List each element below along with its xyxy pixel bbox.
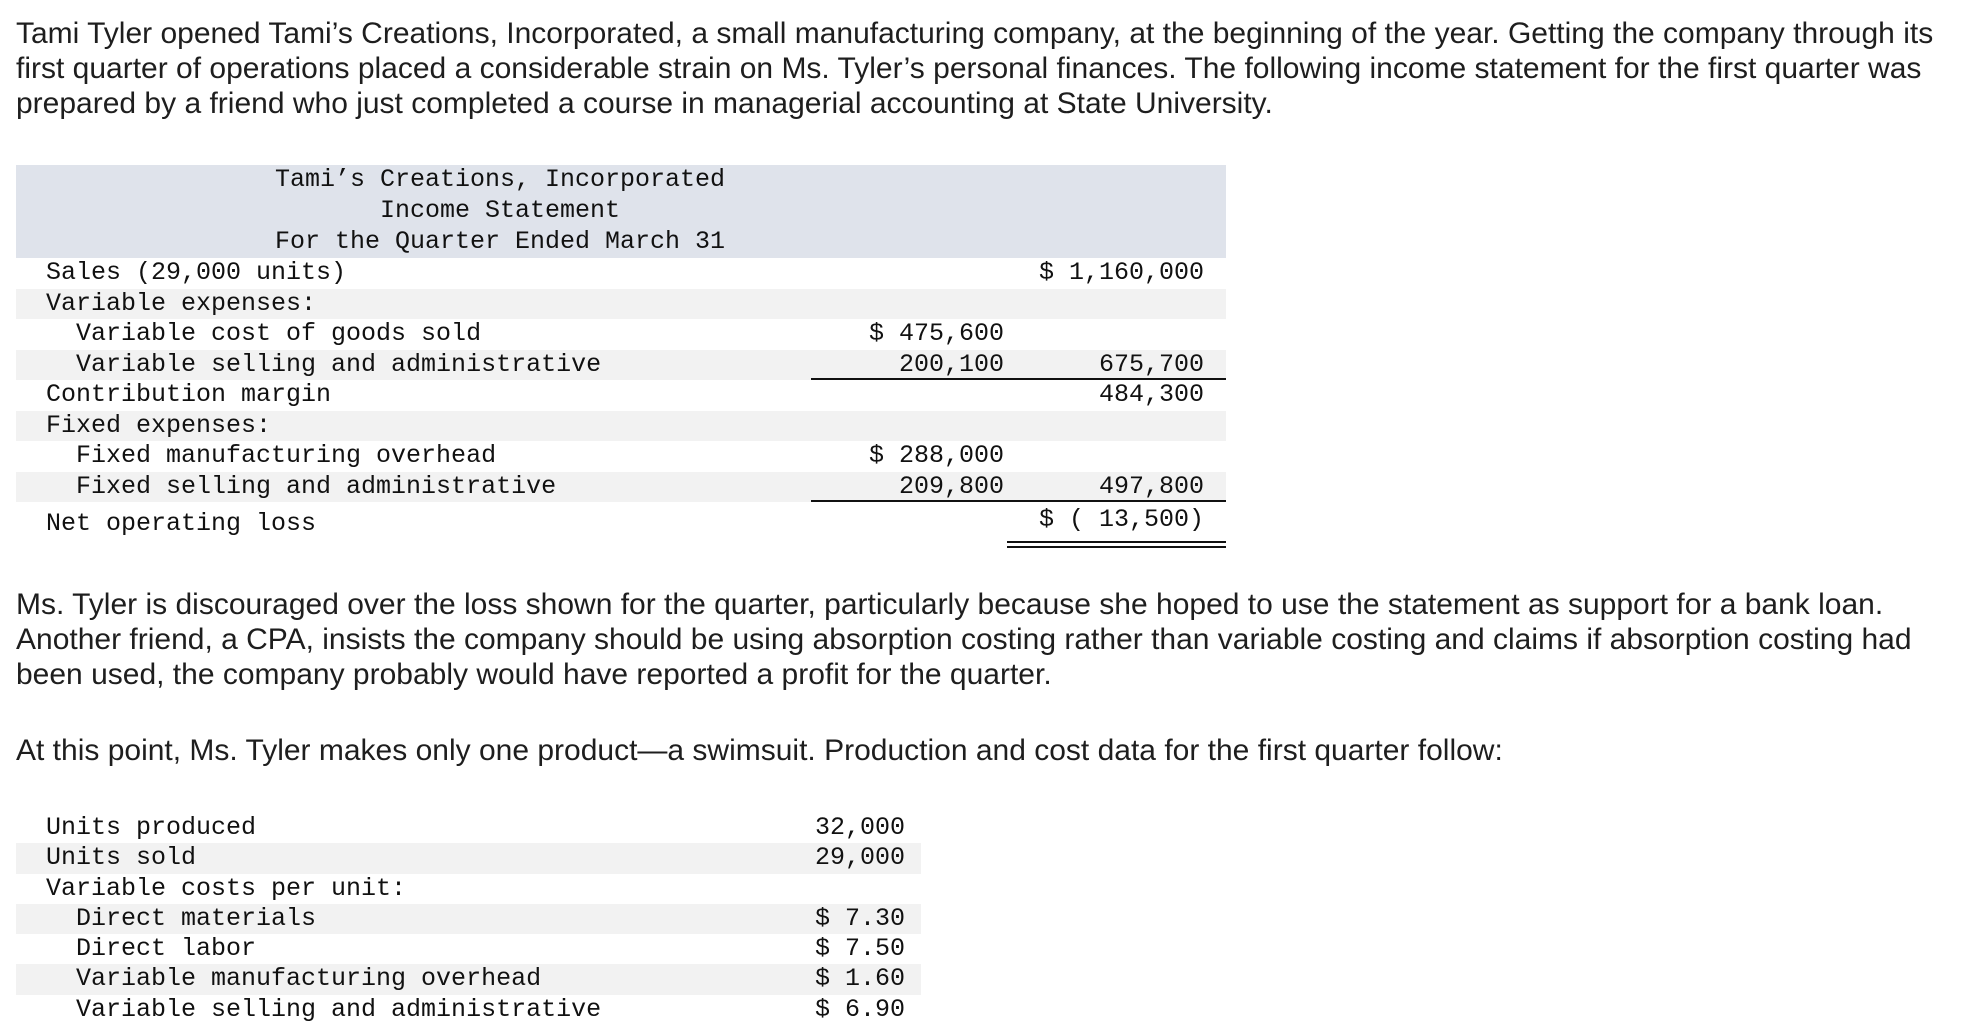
row-label: Net operating loss <box>46 509 317 538</box>
row-total: 675,700 <box>1098 349 1204 379</box>
row-label: Direct labor <box>76 934 257 964</box>
row-label: Variable expenses: <box>46 288 317 318</box>
production-row <box>16 904 921 934</box>
statement-period: For the Quarter Ended March 31 <box>274 227 726 256</box>
row-label: Units produced <box>46 813 257 842</box>
row-label: Sales (29,000 units) <box>46 258 347 287</box>
statement-row-variable-cogs <box>16 319 1226 350</box>
row-label: Fixed selling and administrative <box>76 471 557 501</box>
production-row <box>16 964 921 994</box>
row-total: $ ( 13,500) <box>1038 505 1204 534</box>
row-total: 497,800 <box>1098 471 1204 501</box>
intro-paragraph: Tami Tyler opened Tami’s Creations, Incorporated, a small manufacturing company, at the beginning of the year. Getting the company through its first quarter of operations placed a considerable strain on Ms. Tyler’s personal finances. The following income statement for the first quarter was prepared by a friend who just completed a course in managerial accounting at State University. <box>16 17 1934 120</box>
statement-row-contribution-margin <box>16 380 1226 411</box>
row-total: 484,300 <box>1098 380 1204 409</box>
row-total: $ 1,160,000 <box>1038 258 1204 287</box>
statement-row-fixed-sga <box>16 472 1226 503</box>
product-paragraph: At this point, Ms. Tyler makes only one product—a swimsuit. Production and cost data for the first quarter follow: <box>16 734 1503 767</box>
row-amount: 200,100 <box>898 349 1004 379</box>
row-label: Fixed expenses: <box>46 410 272 440</box>
row-value: 32,000 <box>814 813 905 842</box>
row-label: Variable costs per unit: <box>46 873 407 903</box>
row-amount: $ 288,000 <box>868 441 1004 470</box>
row-value: 29,000 <box>814 843 905 873</box>
row-label: Variable manufacturing overhead <box>76 964 542 994</box>
income-statement <box>16 165 1226 542</box>
production-row <box>16 874 921 904</box>
row-label: Units sold <box>46 843 197 873</box>
statement-header <box>16 165 1226 258</box>
row-value: $ 7.30 <box>814 903 905 933</box>
statement-row-fixed-expenses <box>16 411 1226 442</box>
production-row <box>16 813 921 843</box>
row-label: Variable cost of goods sold <box>76 319 482 348</box>
row-label: Variable selling and administrative <box>76 349 602 379</box>
row-amount: 209,800 <box>898 471 1004 501</box>
production-data-table <box>16 813 921 1025</box>
production-row <box>16 843 921 873</box>
statement-row-variable-sga <box>16 350 1226 381</box>
row-value: $ 1.60 <box>814 964 905 994</box>
double-underline <box>1007 541 1226 548</box>
row-label: Fixed manufacturing overhead <box>76 441 497 470</box>
company-name: Tami’s Creations, Incorporated <box>274 165 726 194</box>
statement-row-net-operating-loss <box>16 502 1226 542</box>
row-label: Variable selling and administrative <box>76 994 602 1024</box>
statement-title: Income Statement <box>379 196 621 225</box>
row-value: $ 7.50 <box>814 934 905 964</box>
discussion-paragraph: Ms. Tyler is discouraged over the loss shown for the quarter, particularly because she hoped to use the statement as support for a bank loan. Another friend, a CPA, insists the company should be using absorption costing rather than variable costing and claims if absorption costing had been used, the company probably would have reported a profit for the quarter. <box>16 588 1912 691</box>
row-amount: $ 475,600 <box>868 319 1004 348</box>
row-label: Direct materials <box>76 903 317 933</box>
statement-row-fixed-mfg-overhead <box>16 441 1226 472</box>
statement-row-sales <box>16 258 1226 289</box>
production-row <box>16 934 921 964</box>
row-label: Contribution margin <box>46 380 332 409</box>
row-value: $ 6.90 <box>814 994 905 1024</box>
production-row <box>16 995 921 1025</box>
statement-row-variable-expenses <box>16 289 1226 320</box>
